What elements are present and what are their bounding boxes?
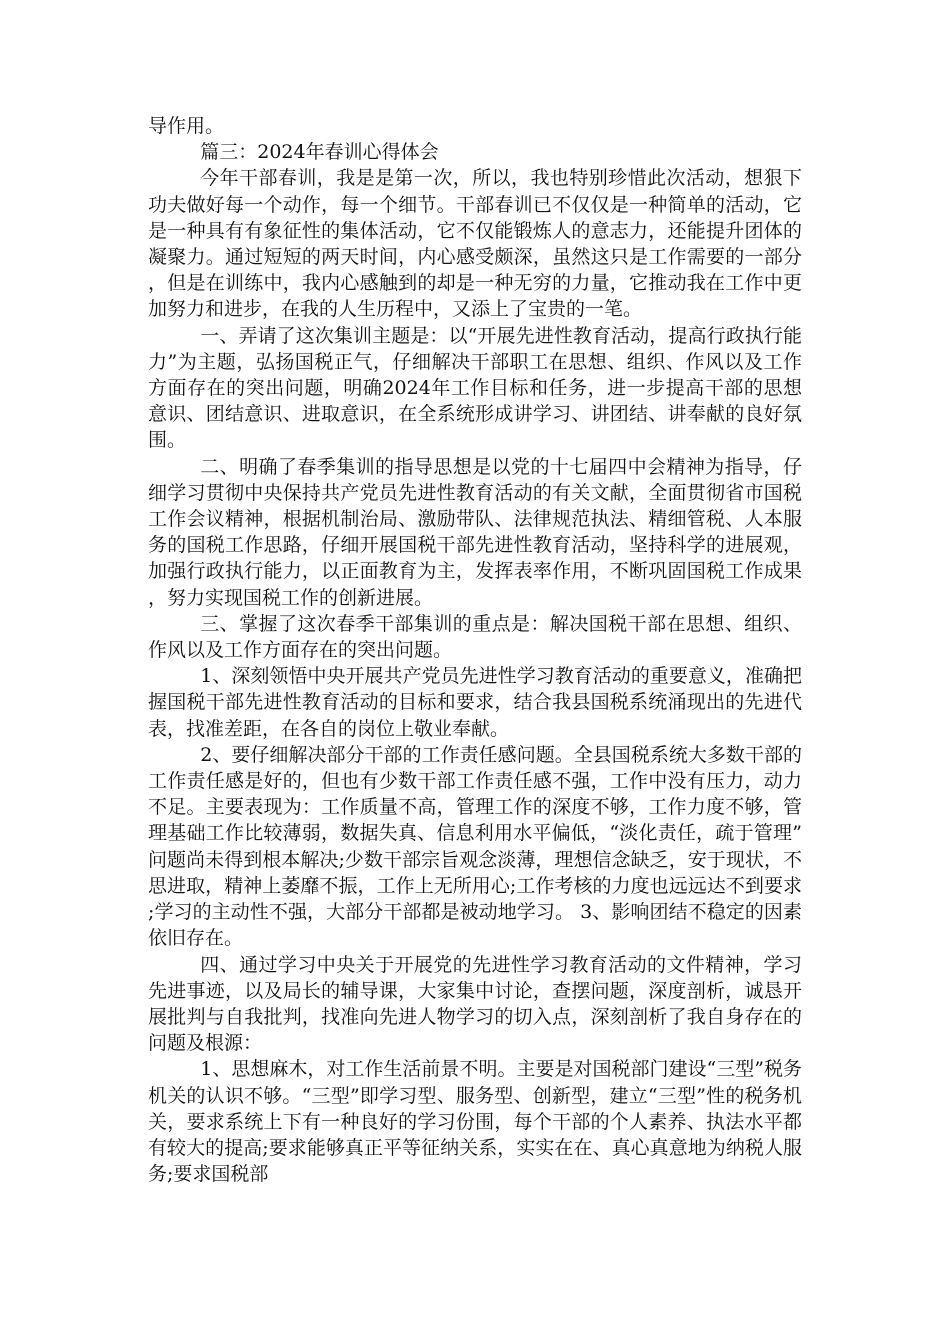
paragraph-point-one: 一、弄请了这次集训主题是：以“开展先进性教育活动，提高行政执行能力”为主题，弘扬国税正气，仔细解决干部职工在思想、组织、作风以及工作方面存在的突出问题，明确2024年工作目标和任务，进一步提高干部的思想意识、团结意识、进取意识，在全系统形成讲学习、讲团结、讲奉献的良好氛围。: [148, 324, 802, 452]
paragraph-point-two: 二、明确了春季集训的指导思想是以党的十七届四中会精神为指导，仔细学习贯彻中央保持共产党员先进性教育活动的有关文献，全面贯彻省市国税工作会议精神，根据机制治局、激励带队、法律规范执法、精细管税、人本服务的国税工作思路，仔细开展国税干部先进性教育活动，坚持科学的进展观，加强行政执行能力，以正面教育为主，发挥表率作用，不断巩固国税工作成果，努力实现国税工作的创新进展。: [148, 455, 802, 609]
paragraph-point-three: 三、掌握了这次春季干部集训的重点是：解决国税干部在思想、组织、作风以及工作方面存在的突出问题。: [148, 612, 802, 662]
paragraph-continuation: 导作用。: [148, 115, 225, 137]
paragraph-subpoint-one: 1、深刻领悟中央开展共产党员先进性学习教育活动的重要意义，准确把握国税干部先进性教育活动的目标和要求，结合我县国税系统涌现出的先进代表，找准差距，在各自的岗位上敬业奉献。: [148, 665, 802, 740]
paragraph-subpoint-two: 2、要仔细解决部分干部的工作责任感问题。全县国税系统大多数干部的工作责任感是好的，但也有少数干部工作责任感不强，工作中没有压力，动力不足。主要表现为：工作质量不高，管理工作的深度不够，工作力度不够，管理基础工作比较薄弱，数据失真、信息利用水平偏低，“淡化责任，疏于管理”问题尚未得到根本解决;少数干部宗旨观念淡薄，理想信念缺乏，安于现状，不思进取，精神上萎靡不振，工作上无所用心;工作考核的力度也远远达不到要求;学习的主动性不强，大部分干部都是被动地学习。 3、影响团结不稳定的因素依旧存在。: [148, 743, 802, 950]
paragraph-intro: 今年干部春训，我是是第一次，所以，我也特别珍惜此次活动，想狠下功夫做好每一个动作，每一个细节。干部春训已不仅仅是一种简单的活动，它是一种具有有象征性的集体活动，它不仅能锻炼人的意志力，还能提升团体的凝聚力。通过短短的两天时间，内心感受颇深，虽然这只是工作需要的一部分，但是在训练中，我内心感触到的却是一种无穷的力量，它推动我在工作中更加努力和进步，在我的人生历程中，又添上了宝贵的一笔。: [148, 167, 802, 321]
paragraph-problem-one: 1、思想麻木，对工作生活前景不明。主要是对国税部门建设“三型”税务机关的认识不够。“三型”即学习型、服务型、创新型，建立“三型”性的税务机关，要求系统上下有一种良好的学习份围，每个干部的个人素养、执法水平都有较大的提高;要求能够真正平等征纳关系，实实在在、真心真意地为纳税人服务;要求国税部: [148, 1058, 802, 1186]
paragraph-point-four: 四、通过学习中央关于开展党的先进性学习教育活动的文件精神，学习先进事迹，以及局长的辅导课，大家集中讨论，查摆问题，深度剖析，诚恳开展批判与自我批判，找准向先进人物学习的切入点，深刻剖析了我自身存在的问题及根源：: [148, 953, 802, 1055]
document-body: [148, 113, 802, 1187]
section-heading: 篇三：2024年春训心得体会: [200, 141, 439, 164]
